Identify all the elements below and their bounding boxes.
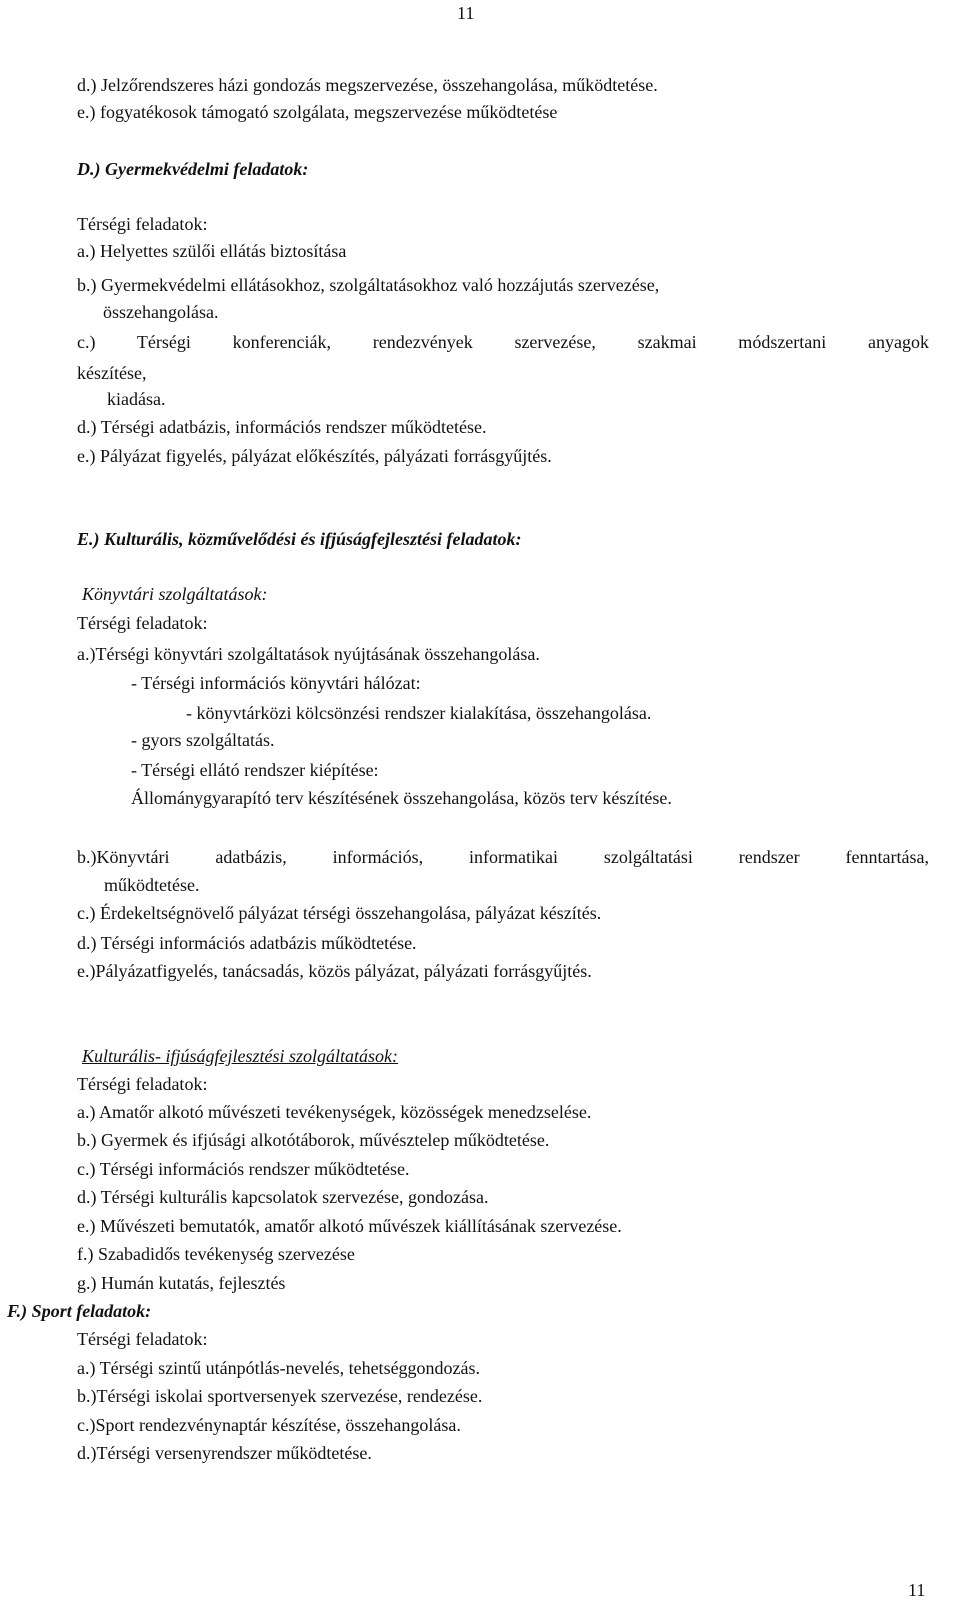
- text-line: b.)Könyvtári adatbázis, információs, informatikai szolgáltatási rendszer fenntartása,: [77, 847, 929, 867]
- text-line: d.) Térségi adatbázis, információs rendszer működtetése.: [77, 417, 487, 437]
- text-line: kiadása.: [107, 389, 166, 409]
- page-number-bottom: 11: [908, 1580, 926, 1600]
- page-number-top: 11: [457, 3, 475, 23]
- text-line: b.)Térségi iskolai sportversenyek szervezése, rendezése.: [77, 1386, 483, 1406]
- text-line: Térségi feladatok:: [77, 1329, 208, 1349]
- text-line: d.) Térségi kulturális kapcsolatok szervezése, gondozása.: [77, 1187, 489, 1207]
- section-heading-d: D.) Gyermekvédelmi feladatok:: [77, 159, 309, 179]
- text-line: a.)Térségi könyvtári szolgáltatások nyújtásának összehangolása.: [77, 644, 540, 664]
- text-line: Térségi feladatok:: [77, 214, 208, 234]
- text-line: g.) Humán kutatás, fejlesztés: [77, 1273, 286, 1293]
- text-line: Térségi feladatok:: [77, 1074, 208, 1094]
- section-heading-e: E.) Kulturális, közművelődési és ifjúságfejlesztési feladatok:: [77, 529, 522, 549]
- subsection-heading: Kulturális- ifjúságfejlesztési szolgáltatások:: [82, 1046, 399, 1066]
- text-line: a.) Térségi szintű utánpótlás-nevelés, tehetséggondozás.: [77, 1358, 481, 1378]
- text-line: c.)Sport rendezvénynaptár készítése, összehangolása.: [77, 1415, 461, 1435]
- subsection-heading: Könyvtári szolgáltatások:: [82, 584, 268, 604]
- text-line: e.)Pályázatfigyelés, tanácsadás, közös pályázat, pályázati forrásgyűjtés.: [77, 961, 592, 981]
- text-line: d.) Térségi információs adatbázis működtetése.: [77, 933, 417, 953]
- text-line: e.) Művészeti bemutatók, amatőr alkotó művészek kiállításának szervezése.: [77, 1216, 622, 1236]
- text-line: c.) Térségi konferenciák, rendezvények szervezése, szakmai módszertani anyagok: [77, 332, 929, 352]
- text-line: a.) Helyettes szülői ellátás biztosítása: [77, 241, 347, 261]
- text-line: készítése,: [77, 363, 147, 383]
- text-line: a.) Amatőr alkotó művészeti tevékenységek, közösségek menedzselése.: [77, 1102, 592, 1122]
- text-line: f.) Szabadidős tevékenység szervezése: [77, 1244, 355, 1264]
- text-line: c.) Érdekeltségnövelő pályázat térségi összehangolása, pályázat készítés.: [77, 903, 602, 923]
- text-line: c.) Térségi információs rendszer működtetése.: [77, 1159, 410, 1179]
- text-line: b.) Gyermekvédelmi ellátásokhoz, szolgáltatásokhoz való hozzájutás szervezése,: [77, 275, 660, 295]
- text-line: e.) fogyatékosok támogató szolgálata, megszervezése működtetése: [77, 102, 558, 122]
- text-line: - Térségi információs könyvtári hálózat:: [131, 673, 421, 693]
- text-line: b.) Gyermek és ifjúsági alkotótáborok, művésztelep működtetése.: [77, 1130, 550, 1150]
- text-line: - gyors szolgáltatás.: [131, 730, 275, 750]
- text-line: működtetése.: [104, 875, 200, 895]
- text-line: Állománygyarapító terv készítésének összehangolása, közös terv készítése.: [131, 788, 672, 808]
- text-line: d.) Jelzőrendszeres házi gondozás megszervezése, összehangolása, működtetése.: [77, 75, 658, 95]
- text-line: Térségi feladatok:: [77, 613, 208, 633]
- text-line: - Térségi ellátó rendszer kiépítése:: [131, 760, 379, 780]
- text-line: összehangolása.: [103, 302, 219, 322]
- text-line: d.)Térségi versenyrendszer működtetése.: [77, 1443, 372, 1463]
- section-heading-f: F.) Sport feladatok:: [7, 1301, 152, 1321]
- text-line: e.) Pályázat figyelés, pályázat előkészítés, pályázati forrásgyűjtés.: [77, 446, 552, 466]
- text-line: - könyvtárközi kölcsönzési rendszer kialakítása, összehangolása.: [186, 703, 652, 723]
